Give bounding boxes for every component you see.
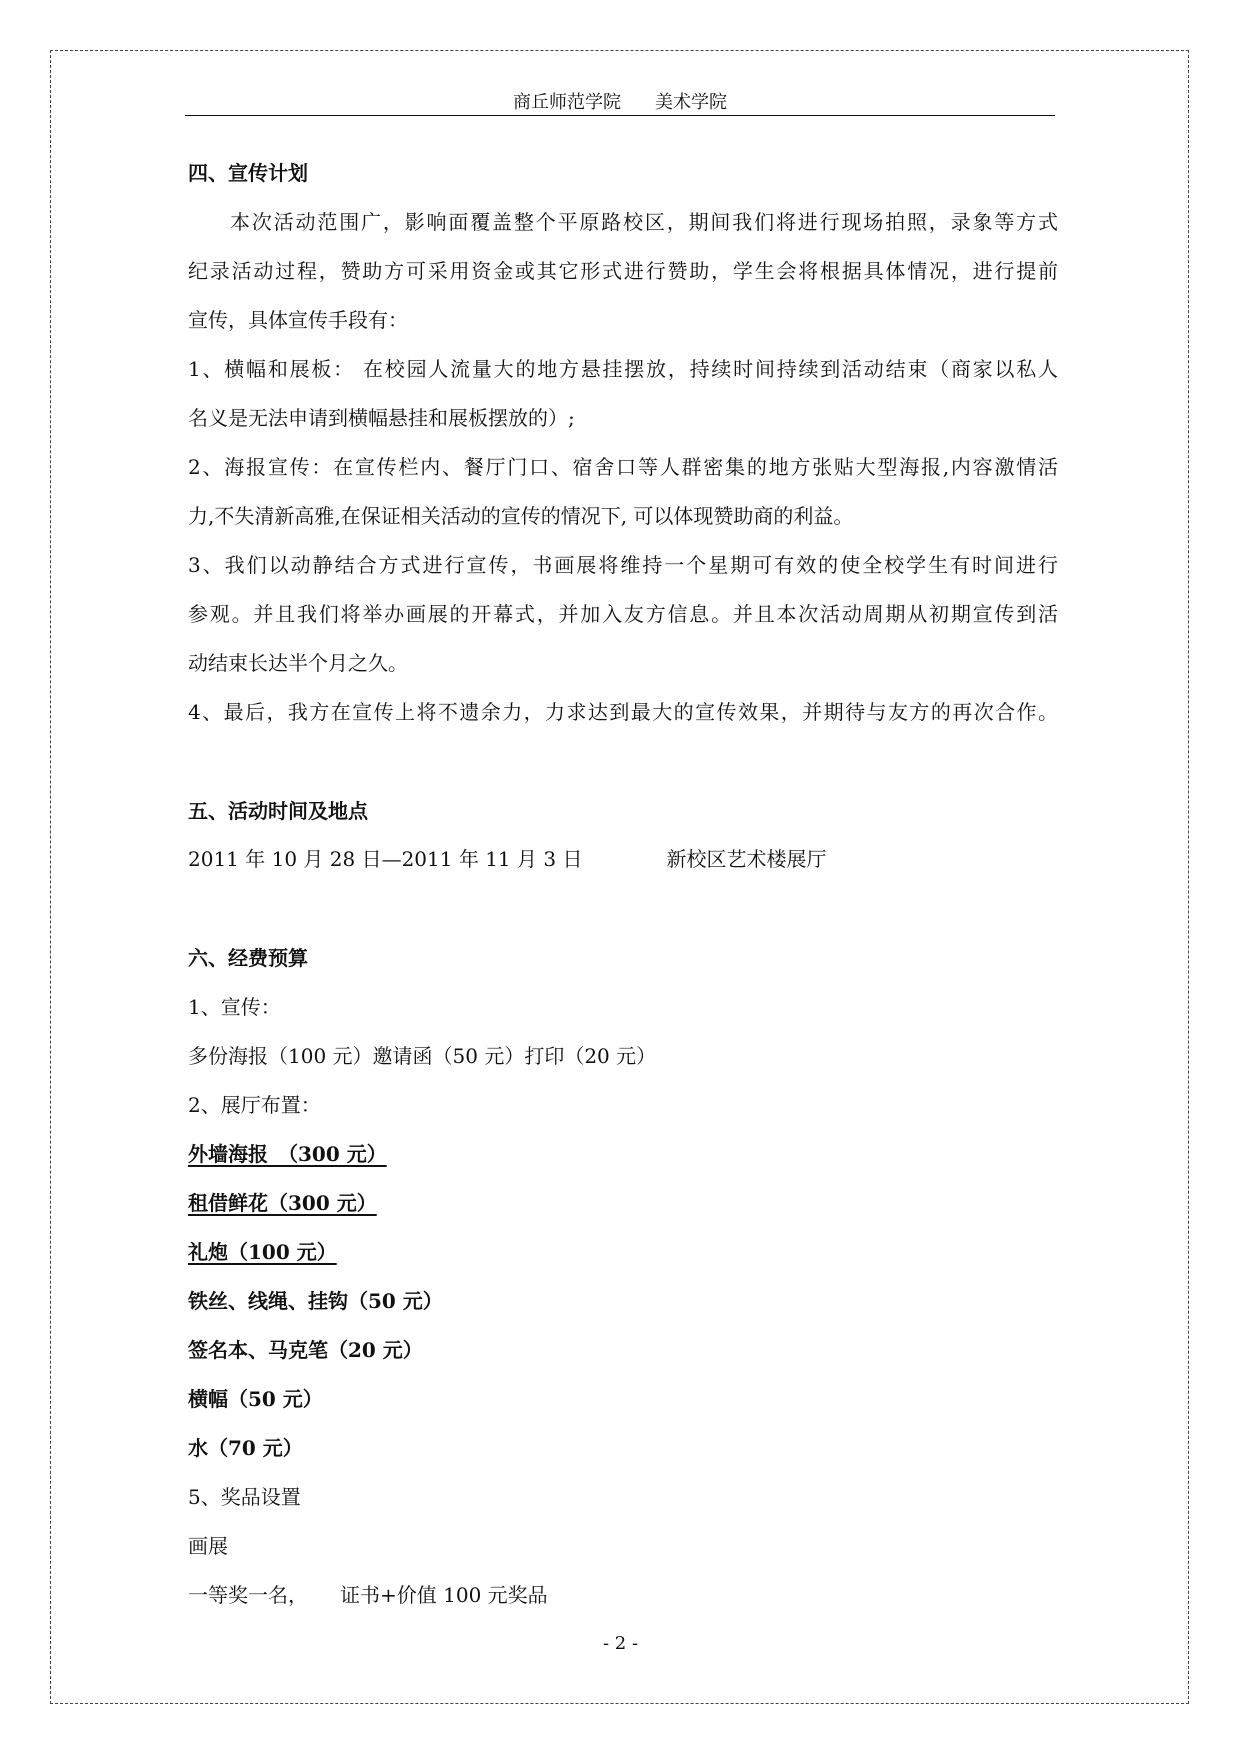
section4-para-line-2: 纪录活动过程，赞助方可采用资金或其它形式进行赞助，学生会将根据具体情况，进行提前 [188, 259, 1058, 283]
section4-item4: 4、最后，我方在宣传上将不遗余力，力求达到最大的宣传效果，并期待与友方的再次合作。 [188, 700, 1058, 724]
section4-item1-line-2: 名义是无法申请到横幅悬挂和展板摆放的）; [188, 406, 575, 430]
header-rule [185, 115, 1055, 116]
section4-heading: 四、宣传计划 [188, 161, 308, 185]
section5-time-place [188, 846, 1058, 872]
budget-sub1-detail: 多份海报（100 元）邀请函（50 元）打印（20 元） [188, 1044, 657, 1068]
section6-heading: 六、经费预算 [188, 946, 308, 970]
section4-item1-line-1: 1、横幅和展板： 在校园人流量大的地方悬挂摆放，持续时间持续到活动结束（商家以私人 [188, 357, 1058, 381]
event-place: 新校区艺术楼展厅 [666, 847, 827, 871]
header-school: 商丘师范学院 [513, 92, 621, 113]
section4-item2-line-1: 2、海报宣传：在宣传栏内、餐厅门口、宿舍口等人群密集的地方张贴大型海报,内容激情活 [188, 455, 1058, 479]
prize-heading: 5、奖品设置 [188, 1485, 301, 1509]
section4-item2-line-2: 力,不失清新高雅,在保证相关活动的宣传的情况下, 可以体现赞助商的利益。 [188, 504, 854, 528]
budget-item: 签名本、马克笔（20 元） [188, 1338, 423, 1362]
section4-para-line-1: 本次活动范围广，影响面覆盖整个平原路校区，期间我们将进行现场拍照，录象等方式 [230, 210, 1058, 234]
page-number: - 2 - [602, 1633, 639, 1654]
budget-sub1: 1、宣传： [188, 995, 281, 1019]
prize-first-detail: 证书+价值 100 元奖品 [340, 1583, 548, 1607]
section4-para-line-3: 宣传，具体宣传手段有： [188, 308, 408, 332]
budget-sub2: 2、展厅布置： [188, 1093, 321, 1117]
budget-item: 礼炮（100 元） [188, 1240, 337, 1264]
prize-first-label: 一等奖一名， [188, 1583, 308, 1607]
section5-heading: 五、活动时间及地点 [188, 799, 368, 823]
prize-category: 画展 [188, 1534, 228, 1558]
budget-item: 租借鲜花（300 元） [188, 1191, 377, 1215]
header-college: 美术学院 [655, 92, 727, 113]
budget-item: 水（70 元） [188, 1436, 303, 1460]
event-date: 2011 年 10 月 28 日—2011 年 11 月 3 日 [188, 847, 583, 871]
section4-item3-line-2: 参观。并且我们将举办画展的开幕式，并加入友方信息。并且本次活动周期从初期宣传到活 [188, 602, 1058, 626]
section4-item3-line-1: 3、我们以动静结合方式进行宣传，书画展将维持一个星期可有效的使全校学生有时间进行 [188, 553, 1058, 577]
budget-item: 外墙海报 （300 元） [188, 1142, 387, 1166]
page-header [185, 88, 1055, 114]
section4-item3-line-3: 动结束长达半个月之久。 [188, 651, 408, 675]
budget-item: 横幅（50 元） [188, 1387, 323, 1411]
budget-item: 铁丝、线绳、挂钩（50 元） [188, 1289, 443, 1313]
prize-first [188, 1582, 1058, 1608]
